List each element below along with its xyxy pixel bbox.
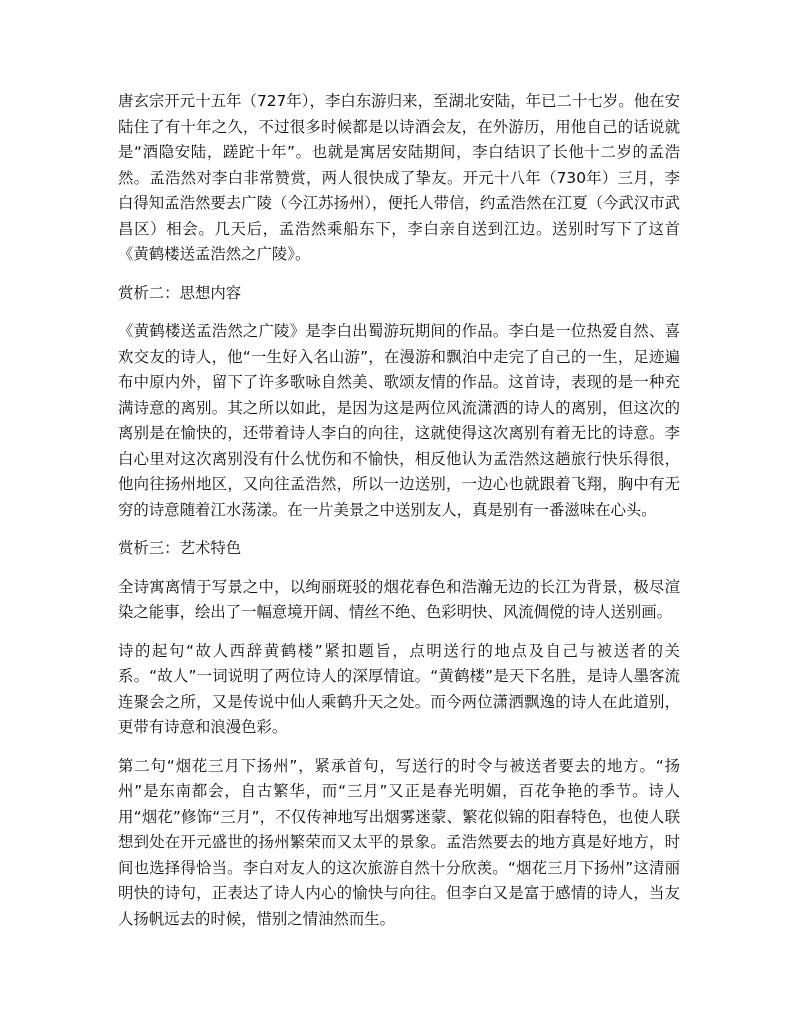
paragraph-second-line-analysis: 第二句“烟花三月下扬州”，紧承首句，写送行的时令与被送者要去的地方。“扬州”是东南都会，自古繁华，而“三月”又正是春光明媚，百花争艳的季节。诗人用“烟花”修饰“三月”，不仅传神地写出烟雾迷蒙、繁花似锦的阳春特色，也使人联想到处在开元盛世的扬州繁荣而又太平的景象。孟浩然要去的地方真是好地方，时间也选择得恰当。李白对友人的这次旅游自然十分欣羡。“烟花三月下扬州”这清丽明快的诗句，正表达了诗人内心的愉快与向往。但李白又是富于感情的诗人，当友人扬帆远去的时候，惜别之情油然而生。 [118,756,680,928]
paragraph-thought-content: 《黄鹤楼送孟浩然之广陵》是李白出蜀游玩期间的作品。李白是一位热爱自然、喜欢交友的诗人，他“一生好入名山游”，在漫游和飘泊中走完了自己的一生，足迹遍布中原内外，留下了许多歌咏自然美、歌颂友情的作品。这首诗，表现的是一种充满诗意的离别。其之所以如此，是因为这是两位风流潇洒的诗人的离别，但这次的离别是在愉快的，还带着诗人李白的向往，这就使得这次离别有着无比的诗意。李白心里对这次离别没有什么忧伤和不愉快，相反他认为孟浩然这趟旅行快乐得很，他向往扬州地区，又向往孟浩然，所以一边送别，一边心也就跟着飞翔，胸中有无穷的诗意随着江水荡漾。在一片美景之中送别友人，真是别有一番滋味在心头。 [118,322,680,519]
paragraph-background: 唐玄宗开元十五年（727年），李白东游归来，至湖北安陆，年已二十七岁。他在安陆住了有十年之久，不过很多时候都是以诗酒会友，在外游历，用他自己的话说就是“酒隐安陆，蹉跎十年”。也就是寓居安陆期间，李白结识了长他十二岁的孟浩然。孟浩然对李白非常赞赏，两人很快成了挚友。开元十八年（730年）三月，李白得知孟浩然要去广陵（今江苏扬州），便托人带信，约孟浩然在江夏（今武汉市武昌区）相会。几天后，孟浩然乘船东下，李白亲自送到江边。送别时写下了这首《黄鹤楼送孟浩然之广陵》。 [118,92,680,263]
section-heading-thought-content: 赏析二：思想内容 [118,283,242,302]
section-heading-artistic-features: 赏析三：艺术特色 [118,539,242,557]
paragraph-first-line-analysis: 诗的起句“故人西辞黄鹤楼”紧扣题旨，点明送行的地点及自己与被送者的关系。“故人”一词说明了两位诗人的深厚情谊。“黄鹤楼”是天下名胜，是诗人墨客流连聚会之所，又是传说中仙人乘鹤升天之处。而今两位潇洒飘逸的诗人在此道别，更带有诗意和浪漫色彩。 [118,641,680,736]
document-body [118,89,680,945]
paragraph-artistic-overview: 全诗寓离情于写景之中，以绚丽斑驳的烟花春色和浩瀚无边的长江为背景，极尽渲染之能事，绘出了一幅意境开阔、情丝不绝、色彩明快、风流倜傥的诗人送别画。 [118,577,680,621]
